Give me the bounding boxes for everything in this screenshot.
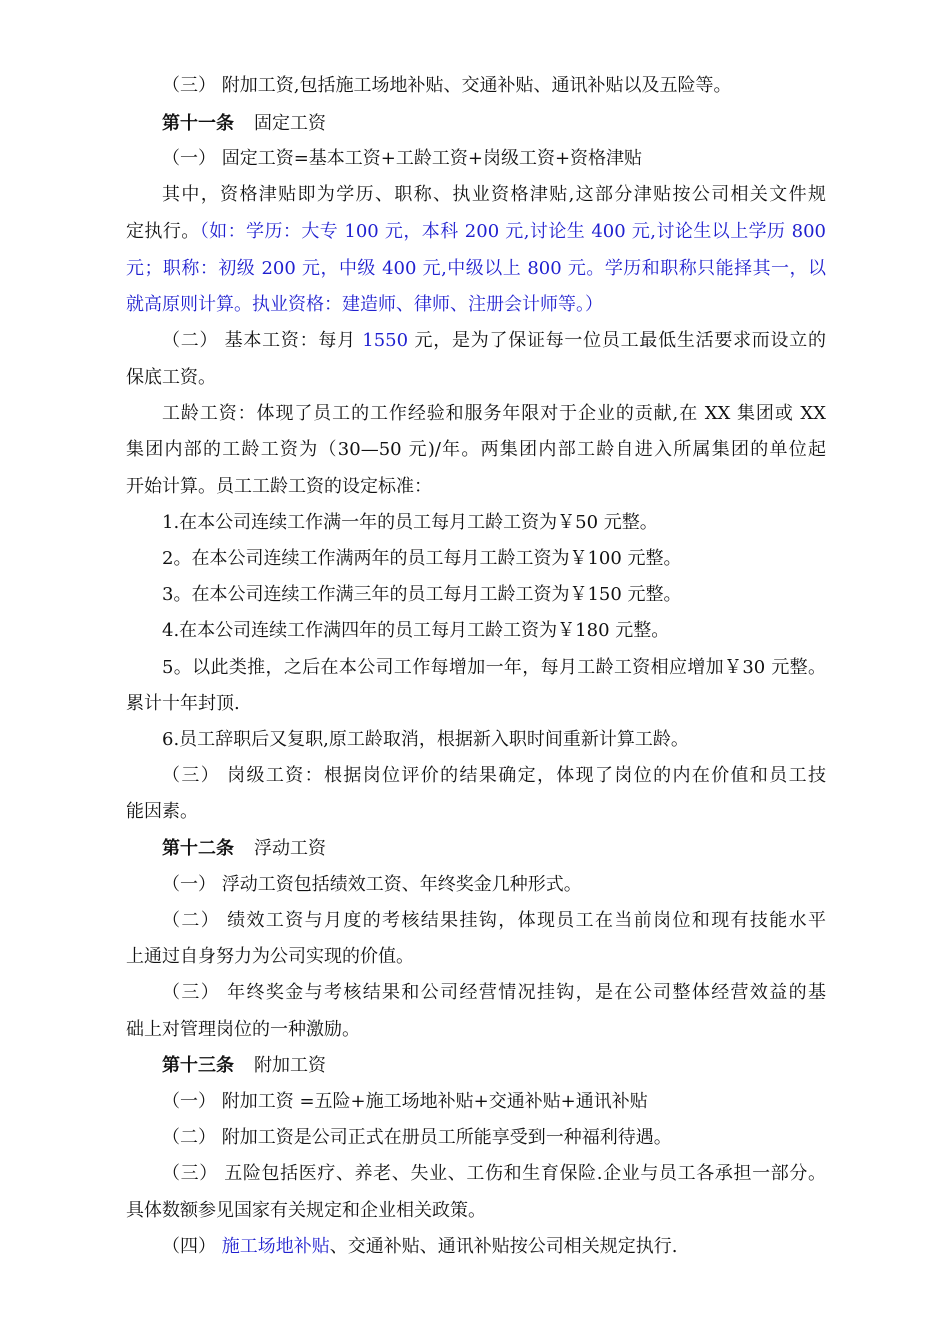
list-item: 3。在本公司连续工作满三年的员工每月工龄工资为￥150 元整。 xyxy=(162,584,682,605)
list-item: 6.员工辞职后又复职,原工龄取消，根据新入职时间重新计算工龄。 xyxy=(162,729,689,750)
list-item: 5。以此类推，之后在本公司工作每增加一年，每月工龄工资相应增加￥30 元整。 xyxy=(162,657,826,678)
paragraph-line: （二） 附加工资是公司正式在册员工所能享受到一种福利待遇。 xyxy=(162,1127,672,1148)
highlighted-line: 就高原则计算。执业资格：建造师、律师、注册会计师等。） xyxy=(126,294,603,315)
list-item: 2。在本公司连续工作满两年的员工每月工龄工资为￥100 元整。 xyxy=(162,548,682,569)
article-subtitle: 附加工资 xyxy=(254,1055,326,1076)
text-span: （四） xyxy=(162,1236,222,1257)
paragraph-line: 其中，资格津贴即为学历、职称、执业资格津贴,这部分津贴按公司相关文件规 xyxy=(162,184,826,205)
highlighted-number: 1550 xyxy=(362,330,409,351)
article-13-heading xyxy=(162,1053,326,1079)
article-12-heading xyxy=(162,836,326,862)
paragraph-line: （三） 岗级工资：根据岗位评价的结果确定，体现了岗位的内在价值和员工技 xyxy=(162,765,826,786)
highlighted-line: 元；职称：初级 200 元，中级 400 元,中级以上 800 元。学历和职称只能择其一，以 xyxy=(126,258,826,279)
article-title: 第十一条 xyxy=(162,113,234,134)
paragraph-line: 累计十年封顶. xyxy=(126,693,240,714)
paragraph-line xyxy=(126,219,826,245)
highlighted-text: 施工场地补贴 xyxy=(221,1236,330,1257)
text-span: （二） 基本工资：每月 xyxy=(162,330,363,351)
article-title: 第十二条 xyxy=(162,838,234,859)
paragraph-line: （三） 年终奖金与考核结果和公司经营情况挂钩，是在公司整体经营效益的基 xyxy=(162,982,826,1003)
paragraph-line: 开始计算。员工工龄工资的设定标准： xyxy=(126,476,432,497)
article-subtitle: 浮动工资 xyxy=(254,838,326,859)
article-subtitle: 固定工资 xyxy=(254,113,326,134)
list-item: 4.在本公司连续工作满四年的员工每月工龄工资为￥180 元整。 xyxy=(162,620,670,641)
article-title: 第十三条 xyxy=(162,1055,234,1076)
paragraph-line: 础上对管理岗位的一种激励。 xyxy=(126,1019,360,1040)
paragraph-line xyxy=(162,1234,677,1260)
paragraph-line: （二） 绩效工资与月度的考核结果挂钩，体现员工在当前岗位和现有技能水平 xyxy=(162,910,826,931)
paragraph-line: 具体数额参见国家有关规定和企业相关政策。 xyxy=(126,1200,486,1221)
paragraph-line: 集团内部的工龄工资为（30—50 元)/年。两集团内部工龄自进入所属集团的单位起 xyxy=(126,439,826,460)
highlighted-text: （如：学历：大专 100 元，本科 200 元,讨论生 400 元,讨论生以上学历 800 xyxy=(199,221,827,242)
text-span: 、交通补贴、通讯补贴按公司相关规定执行. xyxy=(329,1236,678,1257)
paragraph-line: 能因素。 xyxy=(126,801,198,822)
paragraph-line: （一） 附加工资 =五险+施工场地补贴+交通补贴+通讯补贴 xyxy=(162,1091,648,1112)
paragraph-line: （三） 附加工资,包括施工场地补贴、交通补贴、通讯补贴以及五险等。 xyxy=(162,75,732,96)
text-span: 定执行。 xyxy=(126,221,200,242)
paragraph-line: 上通过自身努力为公司实现的价值。 xyxy=(126,946,414,967)
paragraph-line: （三） 五险包括医疗、养老、失业、工伤和生育保险.企业与员工各承担一部分。 xyxy=(162,1163,826,1184)
paragraph-line: 保底工资。 xyxy=(126,367,216,388)
paragraph-line: （一） 浮动工资包括绩效工资、年终奖金几种形式。 xyxy=(162,874,582,895)
paragraph-line xyxy=(162,328,826,354)
list-item: 1.在本公司连续工作满一年的员工每月工龄工资为￥50 元整。 xyxy=(162,512,658,533)
text-span: 元，是为了保证每一位员工最低生活要求而设立的 xyxy=(408,330,826,351)
article-11-heading xyxy=(162,111,326,137)
paragraph-line: 工龄工资：体现了员工的工作经验和服务年限对于企业的贡献,在 XX 集团或 XX xyxy=(162,403,826,424)
paragraph-line: （一） 固定工资=基本工资+工龄工资+岗级工资+资格津贴 xyxy=(162,148,643,169)
